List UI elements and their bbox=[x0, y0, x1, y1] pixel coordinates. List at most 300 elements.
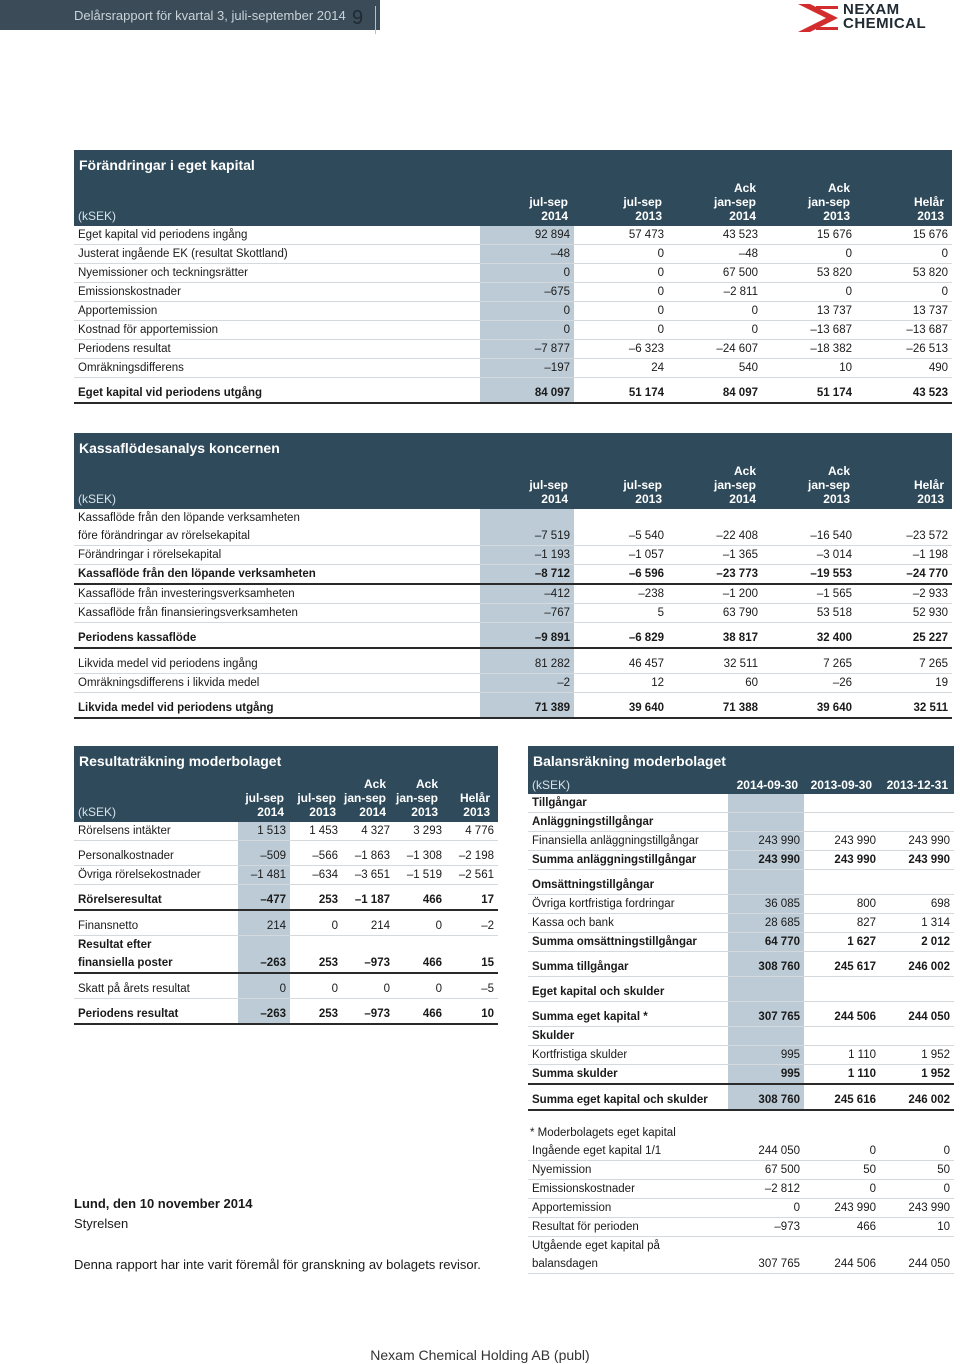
cell-value bbox=[880, 983, 954, 1002]
cell-value: 13 737 bbox=[856, 302, 952, 321]
row-label: Summa omsättningstillgångar bbox=[528, 933, 728, 952]
column-header: 2013-12-31 bbox=[886, 778, 948, 792]
row-label: Kassaflöde från investeringsverksamheten bbox=[74, 584, 480, 604]
cell-value: –973 bbox=[342, 1005, 394, 1024]
table-header bbox=[74, 180, 952, 226]
cell-value bbox=[728, 983, 804, 1002]
cell-value: 60 bbox=[668, 674, 762, 693]
cell-value: 43 523 bbox=[856, 384, 952, 403]
report-title: Delårsrapport för kvartal 3, juli-september 2014 bbox=[74, 8, 346, 23]
cell-value: 10 bbox=[880, 1218, 954, 1237]
cell-value: –2 933 bbox=[856, 584, 952, 604]
cell-value: 244 506 bbox=[804, 1008, 880, 1027]
row-label: Eget kapital och skulder bbox=[528, 983, 728, 1002]
cell-value: 466 bbox=[394, 954, 446, 973]
row-label: Skatt på årets resultat bbox=[74, 980, 238, 999]
unit-label: (kSEK) bbox=[532, 778, 571, 792]
cell-value: –1 200 bbox=[668, 584, 762, 604]
cell-value: –13 687 bbox=[762, 321, 856, 340]
table-row bbox=[528, 933, 954, 952]
cell-value bbox=[880, 794, 954, 813]
table-row bbox=[74, 321, 952, 340]
section-title: Balansräkning moderbolaget bbox=[528, 746, 954, 776]
cell-value: 0 bbox=[880, 1142, 954, 1161]
cell-value: 698 bbox=[880, 895, 954, 914]
row-label: Ingående eget kapital 1/1 bbox=[528, 1142, 728, 1161]
row-label: Summa eget kapital * bbox=[528, 1008, 728, 1027]
cell-value: 10 bbox=[762, 359, 856, 378]
cell-value: –477 bbox=[238, 891, 290, 910]
cell-value: 32 511 bbox=[668, 655, 762, 674]
column-header: Ack jan-sep 2013 bbox=[395, 777, 438, 819]
cell-value: –767 bbox=[480, 604, 574, 623]
cell-value: –634 bbox=[290, 866, 342, 885]
cell-value bbox=[728, 1027, 804, 1046]
cell-value: 84 097 bbox=[668, 384, 762, 403]
report-header-bar bbox=[0, 0, 380, 30]
row-label: Eget kapital vid periodens utgång bbox=[74, 384, 480, 403]
cell-value: 244 050 bbox=[880, 1008, 954, 1027]
table-row bbox=[528, 1142, 954, 1161]
cell-value: 466 bbox=[394, 1005, 446, 1024]
cell-value: 244 050 bbox=[728, 1142, 804, 1161]
row-label: balansdagen bbox=[528, 1255, 728, 1274]
row-label: Eget kapital vid periodens ingång bbox=[74, 226, 480, 245]
table-row bbox=[74, 980, 498, 999]
cell-value: 1 513 bbox=[238, 822, 290, 841]
table-row bbox=[74, 699, 952, 718]
table-row bbox=[74, 674, 952, 693]
cell-value: –3 651 bbox=[342, 866, 394, 885]
cell-value: 253 bbox=[290, 954, 342, 973]
cell-value: –26 bbox=[762, 674, 856, 693]
table-row bbox=[528, 1008, 954, 1027]
cell-value: 53 820 bbox=[762, 264, 856, 283]
logo-text bbox=[843, 3, 926, 31]
cell-value: –238 bbox=[574, 584, 668, 604]
cell-value: 0 bbox=[804, 1180, 880, 1199]
table-row bbox=[74, 359, 952, 378]
cell-value: 67 500 bbox=[668, 264, 762, 283]
cell-value bbox=[446, 936, 498, 955]
cell-value: –6 323 bbox=[574, 340, 668, 359]
cell-value: –5 540 bbox=[574, 527, 668, 546]
row-label: före förändringar av rörelsekapital bbox=[74, 527, 480, 546]
cell-value: 46 457 bbox=[574, 655, 668, 674]
table-row bbox=[528, 813, 954, 832]
table-row bbox=[74, 822, 498, 841]
row-label: Summa eget kapital och skulder bbox=[528, 1091, 728, 1110]
row-label: Likvida medel vid periodens ingång bbox=[74, 655, 480, 674]
cell-value bbox=[804, 794, 880, 813]
cell-value: 1 952 bbox=[880, 1065, 954, 1085]
cell-value: 3 293 bbox=[394, 822, 446, 841]
cell-value: 0 bbox=[394, 917, 446, 936]
cell-value: 243 990 bbox=[804, 1199, 880, 1218]
unit-label: (kSEK) bbox=[78, 805, 117, 819]
unit-label: (kSEK) bbox=[78, 209, 117, 223]
cell-value: –7 877 bbox=[480, 340, 574, 359]
cell-value: 307 765 bbox=[728, 1255, 804, 1274]
cell-value: –24 770 bbox=[856, 565, 952, 585]
cell-value: 67 500 bbox=[728, 1161, 804, 1180]
row-label: Periodens resultat bbox=[74, 1005, 238, 1024]
row-label: Periodens resultat bbox=[74, 340, 480, 359]
cell-value: 244 506 bbox=[804, 1255, 880, 1274]
cell-value bbox=[880, 1237, 954, 1256]
row-label: Övriga kortfristiga fordringar bbox=[528, 895, 728, 914]
section-title: Resultaträkning moderbolaget bbox=[74, 746, 498, 776]
cell-value: 243 990 bbox=[880, 1199, 954, 1218]
cell-value: 28 685 bbox=[728, 914, 804, 933]
row-label: Utgående eget kapital på bbox=[532, 1240, 660, 1252]
column-header: jul-sep 2014 bbox=[529, 478, 568, 506]
table-row bbox=[74, 584, 952, 604]
cell-value: –509 bbox=[238, 847, 290, 866]
cell-value: –9 891 bbox=[480, 629, 574, 648]
cell-value: 24 bbox=[574, 359, 668, 378]
logo-line-2: CHEMICAL bbox=[843, 15, 927, 32]
cell-value: 214 bbox=[238, 917, 290, 936]
cell-value: 0 bbox=[574, 264, 668, 283]
cell-value: 308 760 bbox=[728, 958, 804, 977]
row-label: Omräkningsdifferens i likvida medel bbox=[74, 674, 480, 693]
row-label: Personalkostnader bbox=[74, 847, 238, 866]
cell-value: –6 596 bbox=[574, 565, 668, 585]
cell-value: 84 097 bbox=[480, 384, 574, 403]
table-row bbox=[528, 851, 954, 870]
table-row bbox=[528, 1237, 954, 1256]
cell-value: 995 bbox=[728, 1046, 804, 1065]
row-label: Nyemission bbox=[528, 1161, 728, 1180]
table-row bbox=[528, 1091, 954, 1110]
cell-value: 39 640 bbox=[574, 699, 668, 718]
cell-value: 0 bbox=[574, 321, 668, 340]
cell-value: –2 812 bbox=[728, 1180, 804, 1199]
cell-value: 243 990 bbox=[804, 832, 880, 851]
cell-value bbox=[880, 1027, 954, 1046]
cell-value: 308 760 bbox=[728, 1091, 804, 1110]
cell-value: 0 bbox=[480, 321, 574, 340]
row-label: Finansiella anläggningstillgångar bbox=[528, 832, 728, 851]
cell-value: 17 bbox=[446, 891, 498, 910]
cell-value: 15 bbox=[446, 954, 498, 973]
table-row bbox=[528, 895, 954, 914]
cell-value: –1 193 bbox=[480, 546, 574, 565]
table-row bbox=[74, 302, 952, 321]
cell-value: –24 607 bbox=[668, 340, 762, 359]
row-label: Nyemissioner och teckningsrätter bbox=[74, 264, 480, 283]
cell-value: –23 773 bbox=[668, 565, 762, 585]
cell-value: 1 110 bbox=[804, 1046, 880, 1065]
row-label: Rörelsens intäkter bbox=[74, 822, 238, 841]
cell-value bbox=[880, 813, 954, 832]
row-label: Emissionskostnader bbox=[528, 1180, 728, 1199]
table-row bbox=[74, 847, 498, 866]
cell-value: –16 540 bbox=[762, 527, 856, 546]
cell-value bbox=[804, 983, 880, 1002]
table-row bbox=[74, 527, 952, 546]
cell-value bbox=[856, 509, 952, 527]
column-header: jul-sep 2013 bbox=[623, 478, 662, 506]
table-row bbox=[74, 546, 952, 565]
cell-value: 253 bbox=[290, 1005, 342, 1024]
row-label: Kostnad för apportemission bbox=[74, 321, 480, 340]
cell-value: 0 bbox=[394, 980, 446, 999]
cell-value: 10 bbox=[446, 1005, 498, 1024]
cell-value: 57 473 bbox=[574, 226, 668, 245]
cell-value: 800 bbox=[804, 895, 880, 914]
cell-value: 246 002 bbox=[880, 1091, 954, 1110]
cell-value: 53 820 bbox=[856, 264, 952, 283]
row-label: Finansnetto bbox=[74, 917, 238, 936]
income-section bbox=[74, 746, 498, 1025]
cell-value: 19 bbox=[856, 674, 952, 693]
cell-value: 0 bbox=[668, 321, 762, 340]
cell-value: –1 519 bbox=[394, 866, 446, 885]
nexam-logo-icon bbox=[798, 4, 838, 37]
cell-value: 243 990 bbox=[728, 832, 804, 851]
row-label: Periodens kassaflöde bbox=[74, 629, 480, 648]
cell-value: –2 811 bbox=[668, 283, 762, 302]
cell-value: 39 640 bbox=[762, 699, 856, 718]
cell-value: 50 bbox=[804, 1161, 880, 1180]
cell-value bbox=[394, 936, 446, 955]
cell-value bbox=[880, 876, 954, 895]
column-header: Ack jan-sep 2014 bbox=[343, 777, 386, 819]
cell-value: 38 817 bbox=[668, 629, 762, 648]
cell-value: 0 bbox=[290, 980, 342, 999]
equity-changes-section bbox=[74, 150, 952, 404]
row-label: Kassa och bank bbox=[528, 914, 728, 933]
row-label: Kassaflöde från finansieringsverksamheten bbox=[74, 604, 480, 623]
cell-value: 7 265 bbox=[762, 655, 856, 674]
cell-value: 36 085 bbox=[728, 895, 804, 914]
cell-value bbox=[728, 794, 804, 813]
table-row bbox=[528, 876, 954, 895]
table-row bbox=[528, 794, 954, 813]
cell-value: –26 513 bbox=[856, 340, 952, 359]
cell-value: 0 bbox=[290, 917, 342, 936]
cell-value: –1 365 bbox=[668, 546, 762, 565]
cell-value: –1 863 bbox=[342, 847, 394, 866]
cell-value: 243 990 bbox=[880, 832, 954, 851]
cell-value: 245 616 bbox=[804, 1091, 880, 1110]
cell-value: 490 bbox=[856, 359, 952, 378]
cell-value: 1 952 bbox=[880, 1046, 954, 1065]
cell-value: 1 110 bbox=[804, 1065, 880, 1085]
cell-value bbox=[804, 1237, 880, 1256]
cell-value: 13 737 bbox=[762, 302, 856, 321]
cell-value: 246 002 bbox=[880, 958, 954, 977]
row-label: Övriga rörelsekostnader bbox=[74, 866, 238, 885]
table-row bbox=[528, 914, 954, 933]
table-row bbox=[528, 1255, 954, 1274]
row-label: Emissionskostnader bbox=[74, 283, 480, 302]
cell-value: 92 894 bbox=[480, 226, 574, 245]
cell-value: 71 389 bbox=[480, 699, 574, 718]
row-label: Resultat för perioden bbox=[528, 1218, 728, 1237]
section-title: Kassaflödesanalys koncernen bbox=[74, 433, 952, 463]
footer-company: Nexam Chemical Holding AB (publ) bbox=[370, 1347, 590, 1363]
row-label: Omsättningstillgångar bbox=[528, 876, 728, 895]
cell-value bbox=[728, 876, 804, 895]
cell-value bbox=[804, 1027, 880, 1046]
cell-value: 540 bbox=[668, 359, 762, 378]
cell-value: 0 bbox=[856, 245, 952, 264]
cell-value: –566 bbox=[290, 847, 342, 866]
cell-value: 15 676 bbox=[856, 226, 952, 245]
cashflow-section bbox=[74, 433, 952, 719]
signature-board: Styrelsen bbox=[74, 1216, 129, 1231]
audit-note: Denna rapport har inte varit föremål för granskning av bolagets revisor. bbox=[74, 1257, 481, 1272]
cell-value: 12 bbox=[574, 674, 668, 693]
row-label: Kassaflöde från den löpande verksamheten bbox=[74, 565, 480, 585]
parent-equity-table bbox=[528, 1142, 954, 1274]
cell-value: –5 bbox=[446, 980, 498, 999]
column-header: jul-sep 2013 bbox=[297, 791, 336, 819]
row-label: Summa tillgångar bbox=[528, 958, 728, 977]
row-label: Tillgångar bbox=[528, 794, 728, 813]
cell-value: 214 bbox=[342, 917, 394, 936]
cell-value: 0 bbox=[728, 1199, 804, 1218]
cell-value: 243 990 bbox=[728, 851, 804, 870]
cell-value: –412 bbox=[480, 584, 574, 604]
table-row bbox=[528, 1027, 954, 1046]
cell-value: 5 bbox=[574, 604, 668, 623]
row-label: Summa skulder bbox=[528, 1065, 728, 1085]
cell-value bbox=[668, 509, 762, 527]
row-label: Kassaflöde från den löpande verksamheten bbox=[78, 512, 300, 524]
cell-value: 53 518 bbox=[762, 604, 856, 623]
table-row bbox=[74, 954, 498, 973]
cell-value: 64 770 bbox=[728, 933, 804, 952]
cell-value: –48 bbox=[480, 245, 574, 264]
cell-value: 0 bbox=[574, 283, 668, 302]
cell-value bbox=[480, 509, 574, 527]
cell-value: 1 314 bbox=[880, 914, 954, 933]
cell-value bbox=[728, 1237, 804, 1256]
cell-value: –19 553 bbox=[762, 565, 856, 585]
column-header: jul-sep 2014 bbox=[245, 791, 284, 819]
table-row bbox=[74, 866, 498, 885]
cell-value: 245 617 bbox=[804, 958, 880, 977]
column-header: Helår 2013 bbox=[459, 791, 490, 819]
row-label: Omräkningsdifferens bbox=[74, 359, 480, 378]
cell-value: 253 bbox=[290, 891, 342, 910]
table-row bbox=[74, 245, 952, 264]
cell-value: 827 bbox=[804, 914, 880, 933]
table-row bbox=[74, 1005, 498, 1024]
table-row bbox=[528, 832, 954, 851]
table-row bbox=[74, 509, 952, 527]
table-row bbox=[528, 1218, 954, 1237]
table-row bbox=[74, 340, 952, 359]
cell-value: 1 453 bbox=[290, 822, 342, 841]
cashflow-table bbox=[74, 509, 952, 719]
balance-section bbox=[528, 746, 954, 1111]
cell-value: 0 bbox=[574, 245, 668, 264]
column-header: Ack jan-sep 2013 bbox=[807, 181, 850, 223]
cell-value: –3 014 bbox=[762, 546, 856, 565]
cell-value: 0 bbox=[574, 302, 668, 321]
cell-value: 243 990 bbox=[880, 851, 954, 870]
equity-table bbox=[74, 226, 952, 404]
balance-table bbox=[528, 794, 954, 1111]
cell-value bbox=[804, 876, 880, 895]
cell-value: 0 bbox=[762, 283, 856, 302]
cell-value: 81 282 bbox=[480, 655, 574, 674]
row-label: Skulder bbox=[528, 1027, 728, 1046]
page-number: 9 bbox=[352, 7, 364, 29]
cell-value: –973 bbox=[728, 1218, 804, 1237]
income-table bbox=[74, 822, 498, 1025]
cell-value: –1 057 bbox=[574, 546, 668, 565]
column-header: Ack jan-sep 2014 bbox=[713, 464, 756, 506]
cell-value: 15 676 bbox=[762, 226, 856, 245]
section-title: Förändringar i eget kapital bbox=[74, 150, 952, 180]
table-row bbox=[528, 1046, 954, 1065]
column-header: Ack jan-sep 2013 bbox=[807, 464, 850, 506]
row-label: Justerat ingående EK (resultat Skottland) bbox=[74, 245, 480, 264]
row-label: Förändringar i rörelsekapital bbox=[74, 546, 480, 565]
cell-value: 0 bbox=[238, 980, 290, 999]
divider bbox=[375, 6, 376, 34]
table-header bbox=[528, 776, 954, 794]
cell-value: –263 bbox=[238, 954, 290, 973]
cell-value: 4 327 bbox=[342, 822, 394, 841]
cell-value: 0 bbox=[480, 264, 574, 283]
parent-equity-title: * Moderbolagets eget kapital bbox=[530, 1127, 676, 1139]
cell-value: –197 bbox=[480, 359, 574, 378]
cell-value: 51 174 bbox=[762, 384, 856, 403]
cell-value: –1 308 bbox=[394, 847, 446, 866]
cell-value: –2 bbox=[446, 917, 498, 936]
row-label: Likvida medel vid periodens utgång bbox=[74, 699, 480, 718]
cell-value: 25 227 bbox=[856, 629, 952, 648]
table-row bbox=[74, 655, 952, 674]
column-header: 2014-09-30 bbox=[736, 778, 798, 792]
cell-value: 0 bbox=[762, 245, 856, 264]
column-header: jul-sep 2013 bbox=[623, 195, 662, 223]
table-header bbox=[74, 463, 952, 509]
logo-line-1: NEXAM bbox=[843, 1, 900, 18]
table-row bbox=[528, 1199, 954, 1218]
cell-value: 51 174 bbox=[574, 384, 668, 403]
cell-value: 0 bbox=[804, 1142, 880, 1161]
cell-value: –263 bbox=[238, 1005, 290, 1024]
cell-value: –1 565 bbox=[762, 584, 856, 604]
cell-value: –18 382 bbox=[762, 340, 856, 359]
cell-value: 0 bbox=[880, 1180, 954, 1199]
column-header: Helår 2013 bbox=[913, 478, 944, 506]
row-label: finansiella poster bbox=[74, 954, 238, 973]
cell-value: 2 012 bbox=[880, 933, 954, 952]
table-row bbox=[74, 384, 952, 403]
table-row bbox=[74, 936, 498, 955]
cell-value: –7 519 bbox=[480, 527, 574, 546]
cell-value: –8 712 bbox=[480, 565, 574, 585]
unit-label: (kSEK) bbox=[78, 492, 117, 506]
row-label: Kortfristiga skulder bbox=[528, 1046, 728, 1065]
table-row bbox=[74, 629, 952, 648]
signature-place-date: Lund, den 10 november 2014 bbox=[74, 1196, 253, 1211]
cell-value: –2 561 bbox=[446, 866, 498, 885]
table-row bbox=[74, 283, 952, 302]
row-label: Summa anläggningstillgångar bbox=[528, 851, 728, 870]
cell-value: 63 790 bbox=[668, 604, 762, 623]
table-header bbox=[74, 776, 498, 822]
